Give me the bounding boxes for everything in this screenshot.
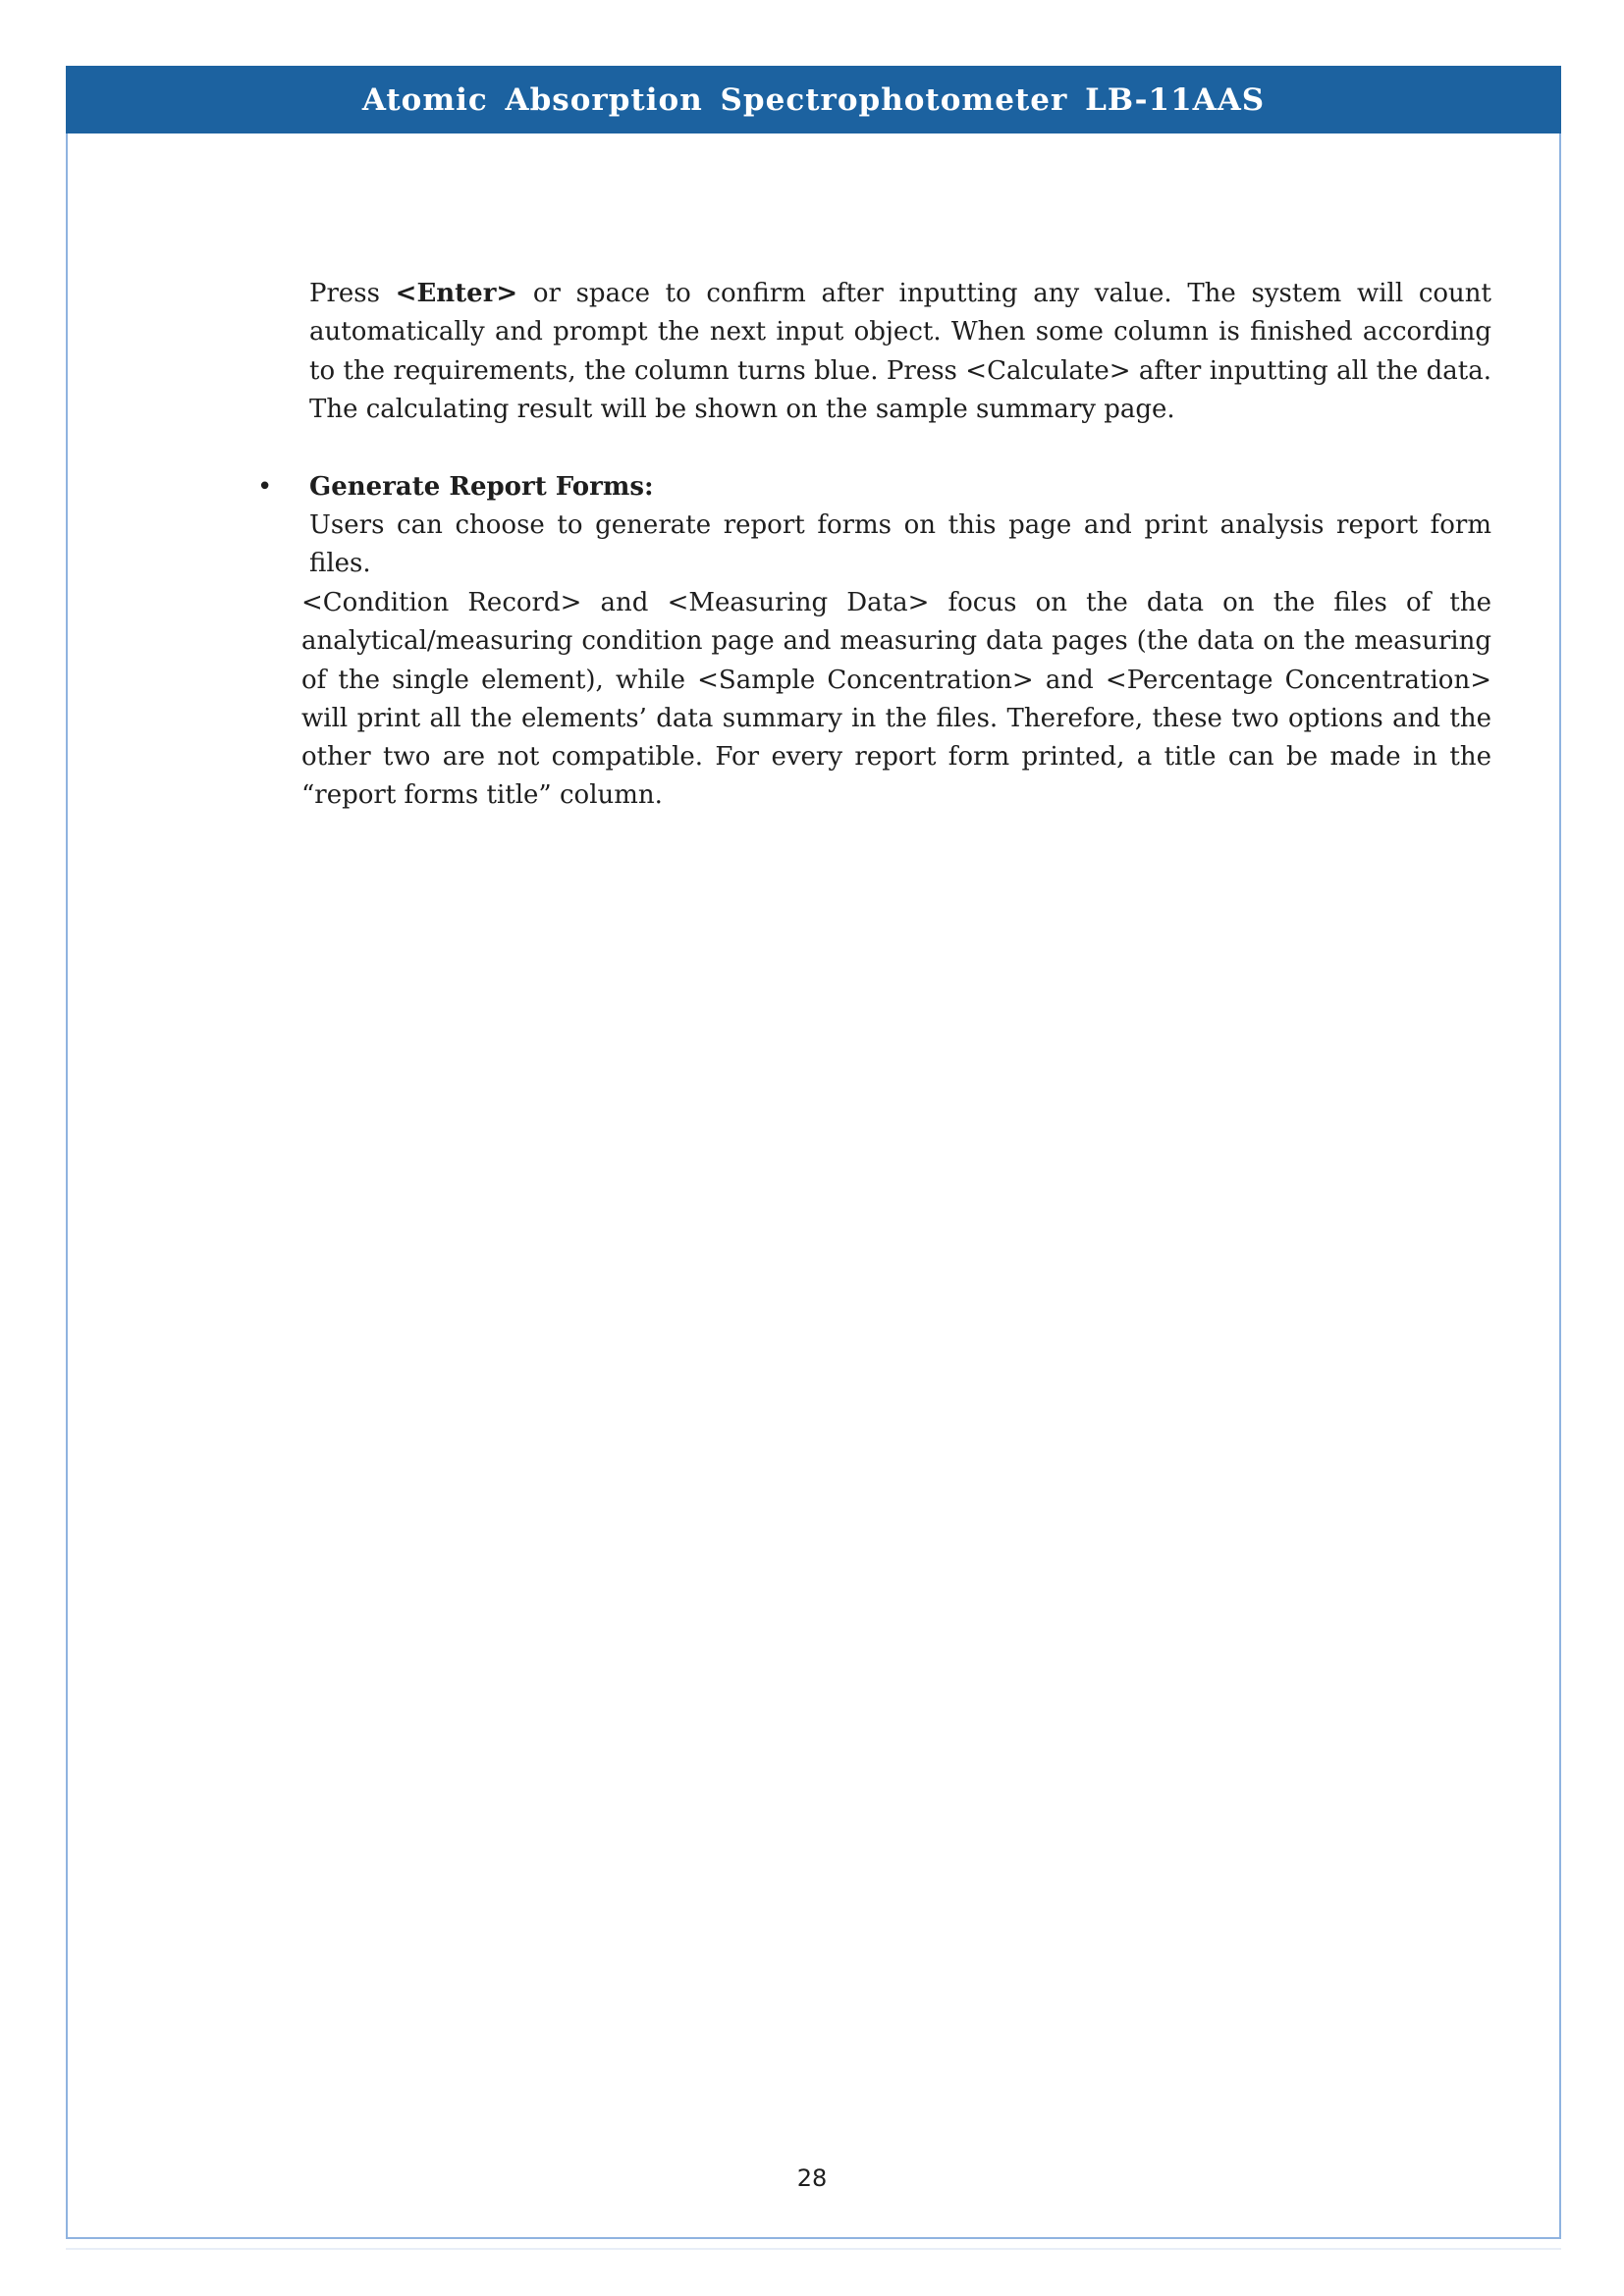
footer-divider [66, 2248, 1561, 2250]
page-number: 28 [796, 2164, 828, 2192]
section-heading-generate-report-forms: Generate Report Forms: [309, 472, 654, 502]
enter-key-label: <Enter> [395, 279, 518, 308]
document-title: Atomic Absorption Spectrophotometer LB-11AAS [361, 81, 1266, 118]
header-bar [66, 66, 1561, 133]
bullet-icon: • [257, 472, 273, 502]
report-forms-description: Users can choose to generate report forms on this page and print analysis report form files. [309, 510, 1491, 579]
enter-rest-text: or space to confirm after inputting any value. The system will count automatically and prompt the next input object. When some column is finished according to the requirements, the column turns blue. Press <Calculate> after inputting all the data. The calculating result will be shown on the sample summary page. [309, 279, 1491, 424]
enter-instruction-paragraph [309, 275, 1491, 429]
condition-record-paragraph: <Condition Record> and <Measuring Data> focus on the data on the files of the analytical/measuring condition page and measuring data pages (the data on the measuring of the single element), while <Sample Concentration> and <Percentage Concentration> will print all the elements’ data summary in the files. Therefore, these two options and the other two are not compatible. For every report form printed, a title can be made in the “report forms title” column. [301, 588, 1491, 811]
enter-prefix-text: Press [309, 279, 396, 308]
